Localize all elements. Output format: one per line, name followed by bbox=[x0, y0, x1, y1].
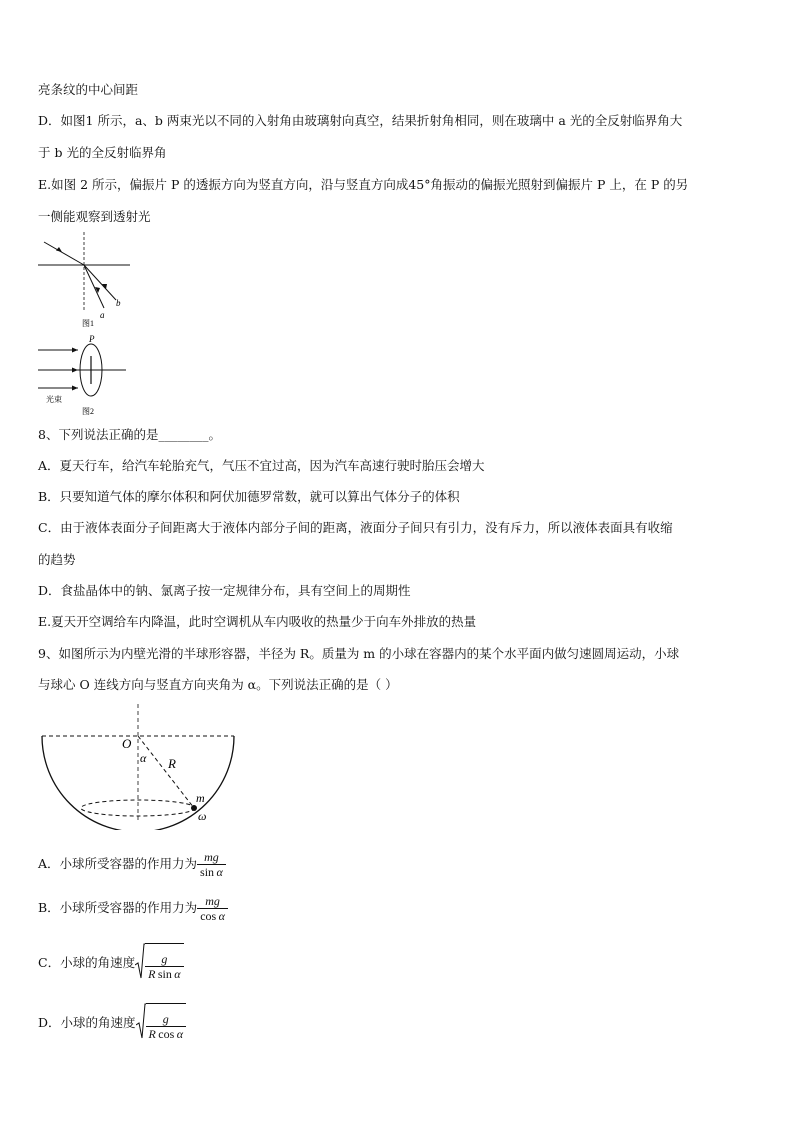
frac-numerator: mg bbox=[197, 850, 226, 865]
beam-label: 光束 bbox=[46, 395, 62, 404]
q8-option-B: B．只要知道气体的摩尔体积和阿伏加德罗常数，就可以算出气体分子的体积 bbox=[38, 489, 460, 504]
radius-R-label: R bbox=[168, 756, 176, 771]
frac-numerator: g bbox=[145, 952, 183, 967]
polarizer-label: P bbox=[89, 334, 95, 344]
q9-stem-line1: 9、如图所示为内壁光滑的半球形容器，半径为 R。质量为 m 的小球在容器内的某个水平面内做匀速圆周运动，小球 bbox=[38, 646, 680, 661]
option-D-text: 1 所示，a、b 两束光以不同的入射角由玻璃射向真空，结果折射角相同，则在玻璃中 a 光的全反射临界角大 bbox=[85, 113, 683, 128]
ray-a-label: a bbox=[100, 310, 105, 320]
frac-denominator: cos α bbox=[200, 909, 225, 923]
q8-option-C-line2: 的趋势 bbox=[38, 552, 76, 567]
q9-option-C-sqrt bbox=[135, 943, 183, 984]
option-D-label: D．如图 bbox=[38, 113, 86, 128]
figure-1-refraction bbox=[36, 230, 136, 330]
q8-option-A: A．夏天行车，给汽车轮胎充气，气压不宜过高，因为汽车高速行驶时胎压会增大 bbox=[38, 458, 485, 473]
option-E-line1: E.如图 2 所示，偏振片 P 的透振方向为竖直方向，沿与竖直方向成45°角振动的偏振光照射到偏振片 P 上，在 P 的另 bbox=[38, 177, 689, 192]
q9-option-C bbox=[38, 943, 184, 984]
q9-option-D bbox=[38, 1003, 186, 1044]
q9-stem-line2: 与球心 O 连线方向与竖直方向夹角为 α。下列说法正确的是（ ） bbox=[38, 677, 398, 692]
q9-option-B-text: B．小球所受容器的作用力为 bbox=[38, 900, 198, 915]
frac-denominator: R sin α bbox=[148, 966, 181, 981]
q9-option-A-fraction bbox=[197, 850, 226, 879]
option-D-line1 bbox=[38, 113, 682, 129]
mass-m-label: m bbox=[196, 791, 205, 805]
q8-stem: 8、下列说法正确的是________。 bbox=[38, 427, 221, 442]
q9-option-C-text: C．小球的角速度 bbox=[38, 955, 136, 970]
q9-option-B bbox=[38, 892, 228, 924]
option-D-line2: 于 b 光的全反射临界角 bbox=[38, 145, 167, 160]
q8-option-E: E.夏天开空调给车内降温，此时空调机从车内吸收的热量少于向车外排放的热量 bbox=[38, 614, 477, 629]
angle-alpha-label: α bbox=[140, 751, 147, 765]
frac-numerator: g bbox=[146, 1012, 186, 1027]
figure-1-caption: 图1 bbox=[82, 319, 94, 328]
frac-numerator: mg bbox=[197, 894, 228, 909]
frac-denominator: sin α bbox=[200, 865, 223, 879]
ray-b-label: b bbox=[116, 298, 121, 308]
continuation-line: 亮条纹的中心间距 bbox=[38, 82, 139, 97]
frac-denominator: R cos α bbox=[148, 1026, 183, 1041]
hemisphere-figure bbox=[36, 700, 246, 830]
q8-option-C-line1: C．由于液体表面分子间距离大于液体内部分子间的距离，液面分子间只有引力，没有斥力，所以液体表面具有收缩 bbox=[38, 520, 673, 535]
q9-option-A bbox=[38, 848, 226, 880]
figure-2-polarizer bbox=[36, 332, 136, 418]
q9-option-D-sqrt bbox=[136, 1003, 186, 1044]
q9-option-B-fraction bbox=[197, 894, 228, 923]
q9-option-D-text: D．小球的角速度 bbox=[38, 1015, 136, 1030]
q9-option-A-text: A．小球所受容器的作用力为 bbox=[38, 856, 198, 871]
option-E-line2: 一侧能观察到透射光 bbox=[38, 209, 151, 224]
figure-2-caption: 图2 bbox=[82, 407, 94, 416]
q8-option-D: D．食盐晶体中的钠、氯离子按一定规律分布，具有空间上的周期性 bbox=[38, 583, 411, 598]
omega-label: ω bbox=[198, 809, 207, 823]
center-O-label: O bbox=[122, 736, 132, 751]
